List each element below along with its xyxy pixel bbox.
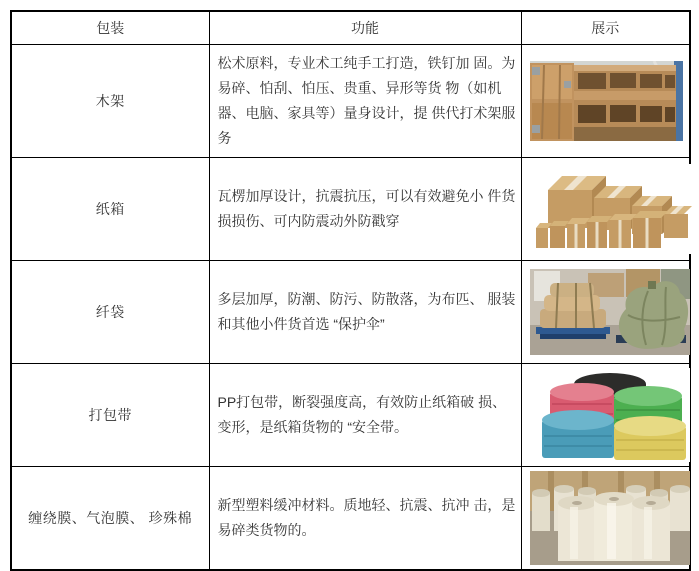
col-header-package: 包装	[11, 11, 209, 44]
package-function: 多层加厚，防潮、防污、防散落，为布匹、 服装和其他小件货首选 “保护伞”	[209, 260, 521, 363]
photo-cell	[521, 363, 690, 466]
col-header-function: 功能	[209, 11, 521, 44]
packaging-table	[10, 10, 691, 571]
package-name: 缠绕膜、气泡膜、 珍殊棉	[11, 466, 209, 570]
wooden-crates-photo	[530, 61, 683, 141]
package-name: 纸箱	[11, 157, 209, 260]
package-function: 新型塑料缓冲材料。质地轻、抗震、抗冲 击，是易碎类货物的。	[209, 466, 521, 570]
table-row-fiber-bag	[11, 260, 690, 363]
fiber-bags-photo	[530, 269, 690, 355]
package-name: 纤袋	[11, 260, 209, 363]
package-function: 瓦楞加厚设计，抗震抗压，可以有效避免小 件货损损伤、可内防震动外防戳穿	[209, 157, 521, 260]
package-function: PP打包带，断裂强度高，有效防止纸箱破 损、变形，是纸箱货物的 “安全带。	[209, 363, 521, 466]
table-row-stretch-film	[11, 466, 690, 570]
col-header-display: 展示	[521, 11, 690, 44]
strapping-rolls-photo	[530, 368, 690, 462]
cardboard-boxes-photo	[530, 164, 692, 254]
table-row-strapping	[11, 363, 690, 466]
photo-cell	[521, 260, 690, 363]
table-row-wooden-frame	[11, 44, 690, 157]
stretch-film-rolls-photo	[530, 471, 690, 565]
header-row	[11, 11, 690, 44]
package-name: 打包带	[11, 363, 209, 466]
package-name: 木架	[11, 44, 209, 157]
table-row-carton	[11, 157, 690, 260]
photo-cell	[521, 157, 690, 260]
package-function: 松术原料，专业术工纯手工打造，铁钉加 固。为易碎、怕刮、怕压、贵重、异形等货 物（如机器、电脑、家具等）量身设计，提 供代打术架服务	[209, 44, 521, 157]
photo-cell	[521, 466, 690, 570]
photo-cell	[521, 44, 690, 157]
